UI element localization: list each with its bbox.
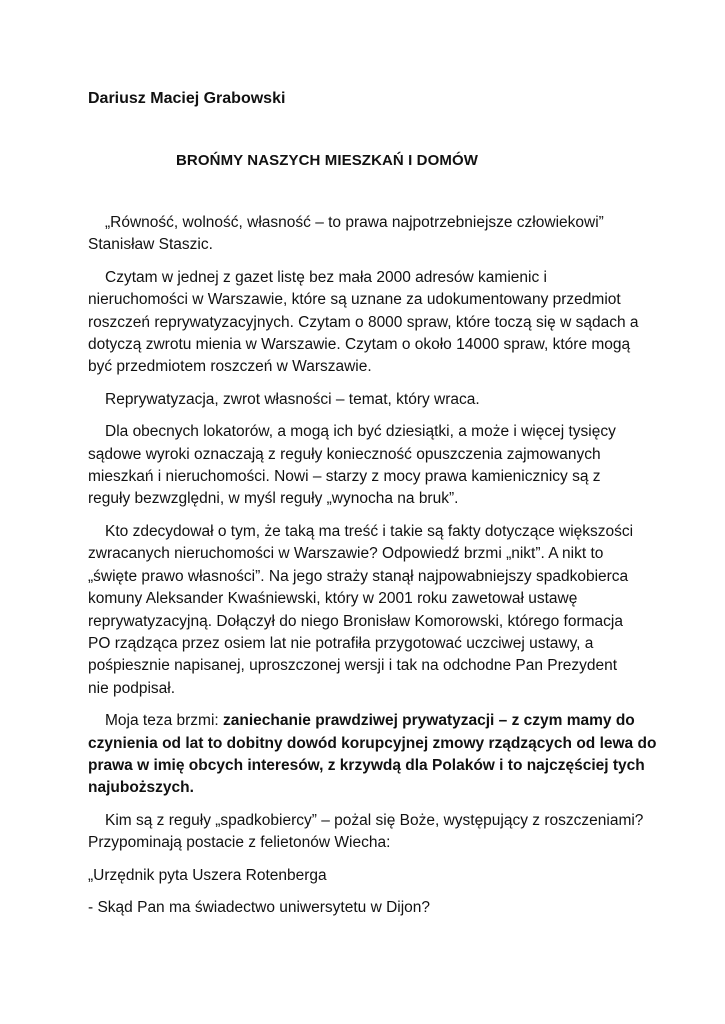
paragraph-line: mieszkań i nieruchomości. Nowi – starzy z mocy prawa kamienicznicy są z	[88, 468, 601, 486]
paragraph-line: PO rządząca przez osiem lat nie potrafiła przygotować uczciwej ustawy, a	[88, 634, 594, 652]
paragraph-line: roszczeń reprywatyzacyjnych. Czytam o 8000 spraw, które toczą się w sądach a	[88, 313, 639, 331]
paragraph-line: zwracanych nieruchomości w Warszawie? Odpowiedź brzmi „nikt”. A nikt to	[88, 545, 604, 563]
paragraph-line: być przedmiotem roszczeń w Warszawie.	[88, 358, 372, 376]
paragraph-line: pośpiesznie napisanej, uproszczonej wersji i tak na odchodne Pan Prezydent	[88, 657, 618, 675]
paragraph-line: Stanisław Staszic.	[88, 236, 213, 254]
thesis-bold-text: zaniechanie prawdziwej prywatyzacji – z czym mamy do	[223, 712, 635, 730]
paragraph-line: Kto zdecydował o tym, że taką ma treść i takie są fakty dotyczące większości	[105, 522, 634, 540]
paragraph-line: „Urzędnik pyta Uszera Rotenberga	[88, 866, 327, 884]
paragraph-line: reguły bezwzględni, w myśl reguły „wynocha na bruk”.	[88, 490, 459, 508]
paragraph-line: nieruchomości w Warszawie, które są uznane za udokumentowany przedmiot	[88, 291, 621, 309]
paragraph-line: Czytam w jednej z gazet listę bez mała 2000 adresów kamienic i	[105, 268, 547, 286]
thesis-bold-line: czynienia od lat to dobitny dowód korupcyjnej zmowy rządzących od lewa do	[88, 734, 657, 752]
paragraph-line	[88, 710, 648, 732]
paragraph-line: Dla obecnych lokatorów, a mogą ich być dziesiątki, a może i więcej tysięcy	[105, 423, 616, 441]
thesis-bold-line: prawa w imię obcych interesów, z krzywdą dla Polaków i to najczęściej tych	[88, 756, 645, 774]
paragraph-line: Reprywatyzacja, zwrot własności – temat, który wraca.	[105, 390, 480, 408]
author-name: Dariusz Maciej Grabowski	[88, 90, 286, 107]
paragraph	[88, 267, 648, 379]
paragraph-line: „Równość, wolność, własność – to prawa najpotrzebniejsze człowiekowi”	[105, 214, 604, 231]
paragraph-line: komuny Aleksander Kwaśniewski, który w 2001 roku zawetował ustawę	[88, 590, 578, 608]
paragraph-line: nie podpisał.	[88, 679, 176, 697]
paragraph-line: dotyczą zwrotu mienia w Warszawie. Czytam o około 14000 spraw, które mogą	[88, 336, 631, 354]
paragraph	[88, 810, 648, 855]
document-body	[88, 212, 657, 919]
thesis-bold-line: najuboższych.	[88, 779, 194, 797]
paragraph-line: Przypominają postacie z felietonów Wiecha:	[88, 834, 391, 852]
paragraph-line: sądowe wyroki oznaczają z reguły konieczność opuszczenia zajmowanych	[88, 445, 601, 463]
paragraph-line: „święte prawo własności”. Na jego straży stanął najpowabniejszy spadkobierca	[88, 567, 629, 585]
paragraph-dialogue	[88, 897, 648, 919]
paragraph	[88, 521, 648, 700]
paragraph-line: Kim są z reguły „spadkobiercy” – pożal się Boże, występujący z roszczeniami?	[105, 811, 644, 829]
paragraph	[88, 421, 648, 511]
paragraph-line: - Skąd Pan ma świadectwo uniwersytetu w Dijon?	[88, 898, 431, 916]
paragraph-quote	[88, 212, 648, 257]
paragraph-thesis	[88, 710, 657, 800]
paragraph	[88, 389, 648, 411]
document-title: BROŃMY NASZYCH MIESZKAŃ I DOMÓW	[176, 152, 478, 169]
paragraph-line: reprywatyzacyjną. Dołączył do niego Bronisław Komorowski, którego formacja	[88, 612, 623, 630]
thesis-intro: Moja teza brzmi:	[105, 712, 224, 730]
paragraph	[88, 865, 648, 887]
